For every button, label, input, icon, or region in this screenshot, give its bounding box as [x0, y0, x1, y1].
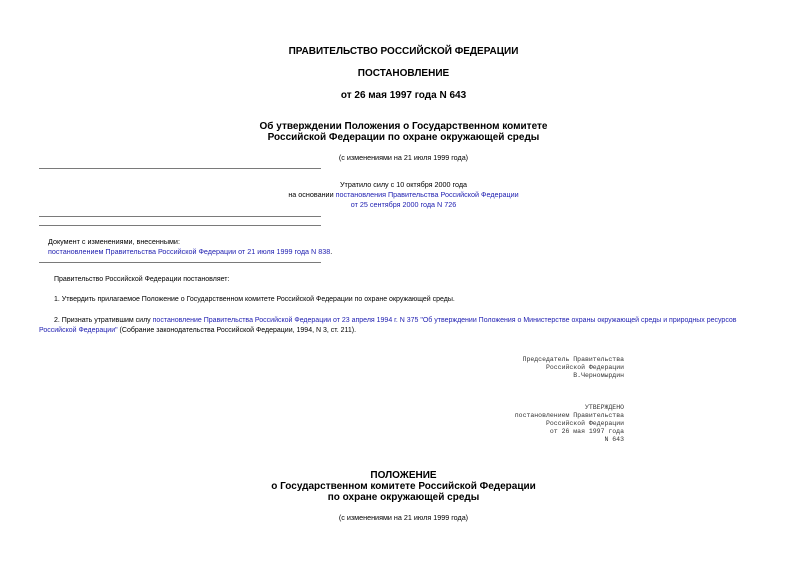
body-item-2-link-cont[interactable]: Российской Федерации" — [39, 327, 118, 334]
amendments-link[interactable]: постановлением Правительства Российской Федерации от 21 июля 1999 года N 838 — [48, 247, 331, 256]
signature-name: В.Черномырдин — [573, 372, 624, 379]
amendments-intro: Документ с изменениями, внесенными: — [48, 237, 180, 246]
divider — [39, 262, 321, 263]
amendments-line — [48, 247, 332, 256]
expired-basis — [0, 190, 807, 199]
regulation-subtitle-line2: по охране окружающей среды — [327, 492, 480, 503]
signature-block — [523, 356, 624, 380]
expired-line: Утратило силу с 10 октября 2000 года — [339, 180, 468, 189]
approved-by: постановлением Правительства — [514, 412, 624, 419]
expired-basis-link[interactable]: постановления Правительства Российской Федерации — [335, 190, 519, 199]
body-item-1: 1. Утвердить прилагаемое Положение о Государственном комитете Российской Федерации по охране окружающей среды. — [54, 296, 455, 303]
body-item-2-line1 — [54, 316, 737, 326]
signature-title: Председатель Правительства — [522, 356, 624, 363]
regulation-subtitle-line1: о Государственном комитете Российской Федерации — [271, 481, 536, 492]
document-title-line1: Об утверждении Положения о Государственном комитете — [259, 121, 548, 132]
body-item-2-suffix: (Собрание законодательства Российской Федерации, 1994, N 3, ст. 211). — [117, 327, 357, 334]
body-item-2-link[interactable]: постановление Правительства Российской Федерации от 23 апреля 1994 г. N 375 "Об утверждении Положения о Министерстве охраны окружающей среды и природных ресурсов — [152, 317, 737, 324]
document-title-line2: Российской Федерации по охране окружающей среды — [267, 132, 540, 143]
amended-note: (с изменениями на 21 июля 1999 года) — [338, 153, 469, 162]
body-intro: Правительство Российской Федерации постановляет: — [54, 276, 230, 283]
body-item-2-line2 — [39, 326, 356, 336]
approved-number: N 643 — [604, 436, 624, 443]
regulation-amended-note: (с изменениями на 21 июля 1999 года) — [338, 513, 469, 522]
body-item-2-prefix: 2. Признать утратившим силу — [54, 317, 153, 324]
signature-org: Российской Федерации — [545, 364, 624, 371]
regulation-title: ПОЛОЖЕНИЕ — [370, 470, 437, 481]
approved-date: от 26 мая 1997 года — [549, 428, 624, 435]
approved-org: Российской Федерации — [545, 420, 624, 427]
divider — [39, 168, 321, 169]
expired-basis-prefix: на основании — [288, 190, 336, 199]
expired-basis-link-line2[interactable]: от 25 сентября 2000 года N 726 — [350, 200, 457, 209]
document-date-number: от 26 мая 1997 года N 643 — [340, 90, 467, 101]
approved-block — [515, 404, 624, 444]
approved-heading: УТВЕРЖДЕНО — [584, 404, 624, 411]
divider — [39, 225, 321, 226]
amendments-suffix: . — [330, 247, 333, 256]
government-heading: ПРАВИТЕЛЬСТВО РОССИЙСКОЙ ФЕДЕРАЦИИ — [288, 46, 519, 57]
divider — [39, 216, 321, 217]
document-type: ПОСТАНОВЛЕНИЕ — [357, 68, 450, 79]
